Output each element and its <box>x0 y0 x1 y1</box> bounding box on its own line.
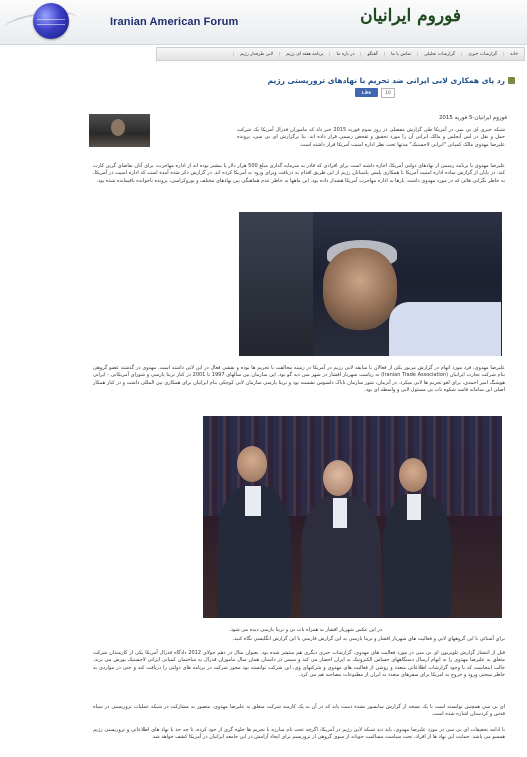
photo-window <box>239 212 313 356</box>
article-byline: فوروم ایرانیان-5 فوریه 2015 <box>438 115 507 121</box>
article-paragraph-2: علیرضا مهدوی با برنامه رسمی از نهادهای دولتی آمریکا، اجازه داشته است برای افرادی که قادر به سرمایه گذاری مبلغ 500 هزار دلار یا بیشتر بوده اند از اداره مهاجرت، برای آنان تقاضای گرین کارت کند. در پایان از گزارش ساده اداره امنیت آمریکا با همکاری پلیس پاسبانان رژیم از این طریق اقدام به دریافت ویزای ورود به آمریکا کرده اند. در گزارش ذکر شده آمده است که اداره امنیت در آمریکا، به خاطر نگرانی هائی که در مورد مهدوی داشته، بارها به اداره مهاجرت آمریکا هشدار داده بود. این ماهها به خاطر عدم هماهنگی بین نهادهای مختلف و بوروکراسی، پرونده ناخوانده باقیمانده شده بود. <box>93 163 505 184</box>
facebook-like-button[interactable] <box>355 88 378 97</box>
photo-head-left <box>237 446 267 482</box>
article-paragraph-3: علیرضا مهدوی، فرد مورد اتهام در گزارش مزبور یکی از فعالان با سابقه لابی رژیم در آمریکا در زمینه مخالفت با تحریم ها بوده و نقشی فعال در این لابی داشته است. مهدوی در گذشته عضو گروهی بنام شرکت تجارت ایرانیان (Iranian Trade Association) به ریاست شهریار افشار در شهر سن دیه گو بود. این سازمان بین سالهای 1997 تا 2001 در کنار تریتا پارسی و شورای آمریکایی - ایرانی هوشنگ امیر احمدی، برای لغو تحریم ها لابی میکرد. در آنزمان، شور سازمان نایاک دلسوس نشسته بود و تریتا پارسی سازمان لابی کوچکی بنام ایرانیان برای همکاری بین المللی داشت و در کنار همکار اصلی این سامانه فاسد شکوه ناب بی مسئول لابی و واسطه ای بود. <box>93 365 506 394</box>
article-paragraph-5: قبل از انتشار گزارش تلویزیون ای بی سی در مورد فعالیت های مهدوی، گزارشات خبری دیگری هم منتشر شده بود. بعنوان مثال در دهم جولای 2012 دادگاه فدرال آمریکا یکی از کارمندان شرکت متعلق به علیرضا مهدوی را به اتهام ارسال دستگاههای حساس الکترونیک به ایران احضار می کند و سپس در داستان همان سال ماموران فدرال به ساختمان کمپانی ایرانی لاجستیک یورش می برند. جالب اینجاست که با وجود گزارشات اطلاعاتی متعدد و روشن از فعالیت های مهدوی و شرکتهای وی، این شرکت توانسته بود مجوز شرکت در برنامه های دولتی را دریافت کند و حتی در مواردی به خاطر سختی ورود و خروج به امریکا برای سفرهای متعدد به ایران از مطبوعات مصاحبه هم می کرد. <box>93 650 505 679</box>
article-title[interactable]: رد پای همکاری لابی ایرانی ضد تحریم با نهادهای تروریستی رژیم <box>267 76 505 85</box>
photo-shirt-right <box>407 494 421 520</box>
photo-shirt-left <box>245 486 261 516</box>
site-header <box>0 0 527 45</box>
nav-item-analysis-reports[interactable]: گزارشات تحلیلی <box>417 52 461 57</box>
article-photo-three-men <box>203 416 502 618</box>
nav-item-about[interactable]: در باره ما <box>329 52 360 57</box>
article-photo-man-in-car <box>239 212 502 356</box>
nav-item-news-reports[interactable]: گزارشات خبری <box>461 52 503 57</box>
like-count: 10 <box>381 88 395 98</box>
photo-shirt-middle <box>333 498 347 528</box>
article-bullet-icon <box>508 77 515 84</box>
article-paragraph-7: با ادامه تحقیقات ای بی سی در مورد علیرضا مهدوی، باید دید شبکه لابی رژیم در آمریکا، اگرچه تحت نام مبارزه با تحریم ها جلوه گری از خود کرده، تا چه حد با نهاد های اطلاعاتی و تروریستی رژیم همسو می باشد. حمایت این نهاد ها از افراد، تحت سیاست مسالمت جویانه از سوی گروهی از تروریسم برای ایجاد آرامش در این جامعه ایرانیان در آمریکا کشف خواهد شد. <box>93 727 505 741</box>
article-paragraph-4[interactable]: براي آشنائي با اين گروههاي لابي و فعاليت هاي شهريار افشار و تريتا پارسي به اين گزارش فارسي يا اين گزارش انگليسي نگاه كنيد. <box>232 636 505 642</box>
globe-logo-icon[interactable] <box>33 3 69 39</box>
site-title-persian[interactable]: فوروم ایرانیان <box>360 6 461 26</box>
article-paragraph-1: شبکه خبری ای بی سی در آمریکا طی گزارش مفصلی در روز سوم فوریه 2015 خبر داد که ماموران فدرال آمریکا یک شرکت حمل و نقل در لس آنجلس و مالک ایرانی آن را مورد تحقیق و تفحص رسمی قرار داده اند. بنا برگزارش ای بی سی، پرونده علیرضا مهدوی مالک کمپانی "ایرانی لاجستیک" مدتها تحت نظر اداره امنیت آمریکا قرار داشته است. <box>237 127 505 148</box>
photo-face <box>323 248 397 330</box>
nav-item-regime-lobby[interactable]: لابی طرفدار رژیم <box>233 52 279 57</box>
site-title-english[interactable]: Iranian American Forum <box>110 16 239 28</box>
nav-item-contact[interactable]: تماس با ما <box>384 52 417 57</box>
nav-item-interview[interactable]: گفتگو <box>360 52 384 57</box>
article-paragraph-6: ای بی سی همچنین توانسته است با یک نسخه از گزارش سانسور نشده دست یابد که در آن به یک کارمند شرکت متعلق به علیرضا مهدوی، متصور به مشارکت در شبکه عملیات تروریستی در سپاه قدس و کردستان اشاره شده است. <box>93 704 505 718</box>
main-nav <box>156 47 525 61</box>
photo-caption: در این عکس شهریار افشار به همراه باب نی و تریتا پارسی دیده می شود. <box>229 627 382 633</box>
photo-shirt <box>389 302 501 356</box>
article-thumbnail <box>89 114 150 147</box>
photo-head-right <box>399 458 427 492</box>
photo-head-middle <box>323 460 353 496</box>
nav-item-home[interactable]: خانه <box>503 52 524 57</box>
like-label: Like <box>361 90 371 95</box>
nav-item-regime-weekly[interactable]: برنامه هفته ای رژیم <box>279 52 329 57</box>
